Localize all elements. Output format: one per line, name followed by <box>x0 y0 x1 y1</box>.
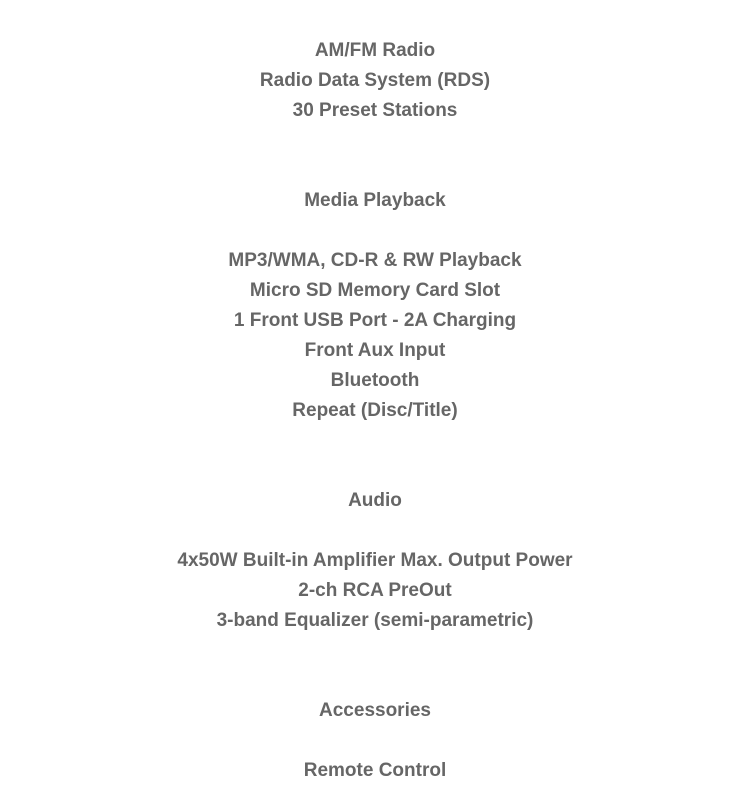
section-spacer <box>0 126 750 186</box>
heading-spacer <box>0 516 750 546</box>
media-playback-item: Micro SD Memory Card Slot <box>249 280 501 301</box>
radio-section <box>0 36 750 126</box>
audio-item: 2-ch RCA PreOut <box>298 580 452 601</box>
radio-item: 30 Preset Stations <box>292 100 458 121</box>
accessories-section <box>0 696 750 786</box>
heading-spacer <box>0 216 750 246</box>
media-playback-item: 1 Front USB Port - 2A Charging <box>233 310 517 331</box>
accessories-item: Remote Control <box>303 760 447 781</box>
media-playback-item: Bluetooth <box>330 370 420 391</box>
audio-section <box>0 486 750 636</box>
media-playback-item: Front Aux Input <box>304 340 446 361</box>
section-heading-accessories: Accessories <box>319 700 431 721</box>
heading-spacer <box>0 726 750 756</box>
section-heading-media-playback: Media Playback <box>304 190 446 211</box>
media-playback-section <box>0 186 750 426</box>
spec-list <box>0 36 750 786</box>
radio-item: AM/FM Radio <box>314 40 436 61</box>
section-heading-audio: Audio <box>348 490 402 511</box>
audio-item: 4x50W Built-in Amplifier Max. Output Power <box>177 550 573 571</box>
section-spacer <box>0 636 750 696</box>
media-playback-item: MP3/WMA, CD-R & RW Playback <box>228 250 522 271</box>
media-playback-item: Repeat (Disc/Title) <box>292 400 458 421</box>
radio-item: Radio Data System (RDS) <box>259 70 491 91</box>
audio-item: 3-band Equalizer (semi-parametric) <box>216 610 534 631</box>
section-spacer <box>0 426 750 486</box>
